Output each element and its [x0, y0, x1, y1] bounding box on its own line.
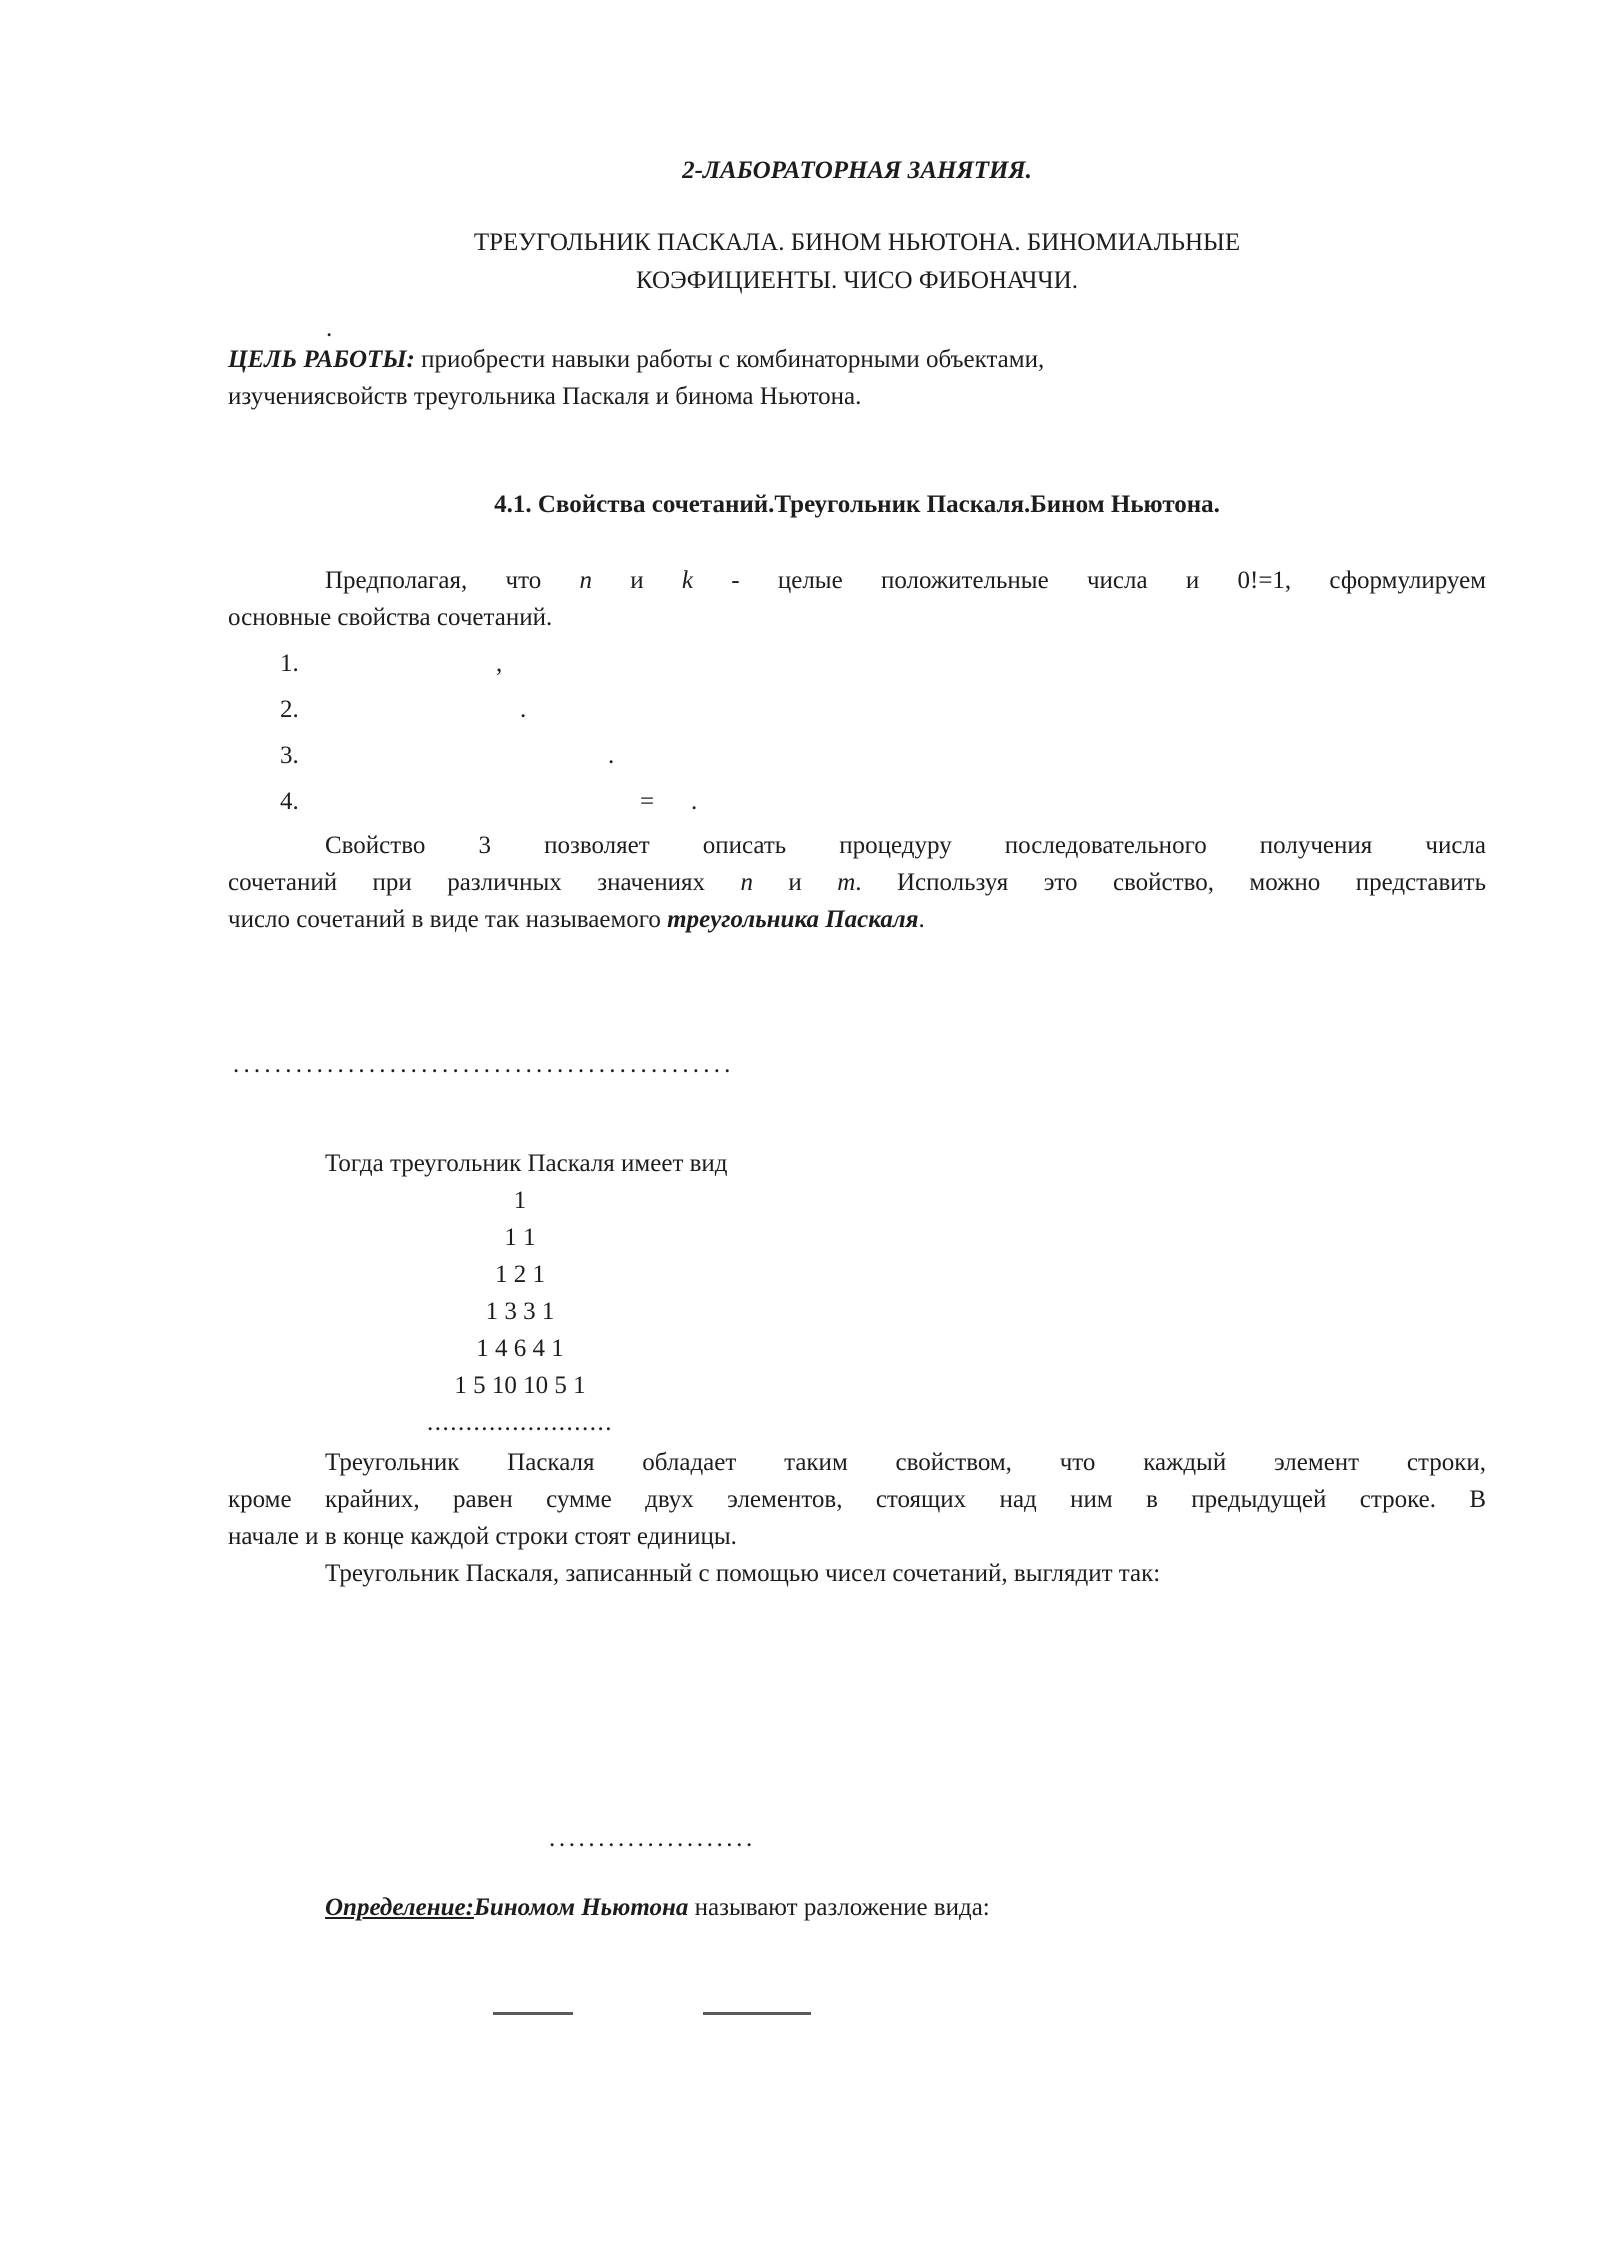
triangle-dots-row: ........................: [427, 1409, 613, 1436]
list-item-punctuation: .: [608, 742, 615, 769]
assumption-text-a: Предполагая, что: [325, 567, 580, 594]
variable-n: n: [740, 869, 753, 896]
fraction-bar-1: [493, 2012, 573, 2015]
stray-period: .: [326, 315, 333, 342]
triangle-row-5: 1 4 6 4 1: [476, 1335, 564, 1362]
paragraph-triangle-property-line-3: начале и в конце каждой строки стоят единицы.: [228, 1523, 737, 1550]
paragraph-property3-line-2: [228, 864, 1486, 901]
assumption-text-b: и: [591, 567, 682, 594]
document-title: 2-ЛАБОРАТОРНАЯ ЗАНЯТИЯ.: [682, 157, 1032, 184]
list-item-punctuation: .: [691, 788, 698, 815]
list-item-number: 1.: [280, 650, 299, 677]
variable-n: n: [579, 567, 592, 594]
paragraph-property3-line-1: Свойство 3 позволяет описать процедуру последовательного получения числа: [325, 832, 1486, 859]
triangle-row-1: 1: [513, 1187, 527, 1214]
property3-text-d: число сочетаний в виде так называемого: [228, 906, 668, 933]
paragraph-property3-line-3: [228, 901, 1486, 938]
comb-notation-line: Треугольник Паскаля, записанный с помощью чисел сочетаний, выглядит так:: [325, 1560, 1161, 1587]
triangle-row-6: 1 5 10 10 5 1: [454, 1372, 586, 1399]
definition-rest: называют разложение вида:: [688, 1894, 990, 1921]
list-item-number: 4.: [280, 788, 299, 815]
paragraph-assumption-line-2: основные свойства сочетаний.: [228, 604, 553, 631]
dotted-separator-2: .....................: [549, 1825, 756, 1852]
section-heading: 4.1. Свойства сочетаний.Треугольник Паскаля.Бином Ньютона.: [494, 491, 1220, 518]
definition-term: Биномом Ньютона: [473, 1894, 689, 1921]
then-line: Тогда треугольник Паскаля имеет вид: [325, 1150, 728, 1177]
triangle-row-4: 1 3 3 1: [485, 1298, 555, 1325]
paragraph-assumption-line-1: [228, 562, 1486, 599]
list-item-number: 2.: [280, 696, 299, 723]
definition-line: [228, 1889, 1486, 1926]
list-item-2: [0, 691, 1600, 728]
assumption-text-c: - целые положительные числа и 0!=1, сформулируем: [693, 567, 1486, 594]
variable-k: k: [681, 567, 693, 594]
subtitle-line-1: ТРЕУГОЛЬНИК ПАСКАЛА. БИНОМ НЬЮТОНА. БИНОМИАЛЬНЫЕ: [473, 229, 1241, 256]
paragraph-triangle-property-line-2: кроме крайних, равен сумме двух элементов, стоящих над ним в предыдущей строке. В: [228, 1486, 1486, 1513]
list-item-3: [0, 737, 1600, 774]
goal-paragraph-line-2: изучениясвойств треугольника Паскаля и бинома Ньютона.: [228, 383, 862, 410]
list-item-number: 3.: [280, 742, 299, 769]
variable-m: m: [837, 869, 856, 896]
fraction-bar-2: [703, 2012, 811, 2015]
goal-label: ЦЕЛЬ РАБОТЫ:: [228, 346, 415, 373]
list-item-punctuation: .: [520, 696, 527, 723]
property3-text-b: и: [752, 869, 838, 896]
definition-label: Определение:: [325, 1894, 474, 1921]
property3-text-c: . Используя это свойство, можно представить: [855, 869, 1486, 896]
list-item-equals: =: [640, 788, 655, 815]
list-item-1: [0, 645, 1600, 682]
goal-paragraph-line-1: [228, 341, 1486, 378]
dotted-separator-1: ................................................: [233, 1051, 735, 1078]
triangle-row-2: 1 1: [504, 1224, 536, 1251]
triangle-row-3: 1 2 1: [495, 1261, 545, 1288]
term-pascal-triangle: треугольника Паскаля: [667, 906, 919, 933]
pascal-triangle: [0, 1182, 1040, 1441]
paragraph-triangle-property-line-1: Треугольник Паскаля обладает таким свойством, что каждый элемент строки,: [325, 1449, 1486, 1476]
subtitle-line-2: КОЭФИЦИЕНТЫ. ЧИСО ФИБОНАЧЧИ.: [636, 267, 1078, 294]
goal-text: приобрести навыки работы с комбинаторными объектами,: [414, 346, 1045, 373]
property3-text-e: .: [918, 906, 925, 933]
property3-text-a: сочетаний при различных значениях: [228, 869, 741, 896]
list-item-4: [0, 783, 1600, 820]
list-item-punctuation: ,: [496, 650, 503, 677]
